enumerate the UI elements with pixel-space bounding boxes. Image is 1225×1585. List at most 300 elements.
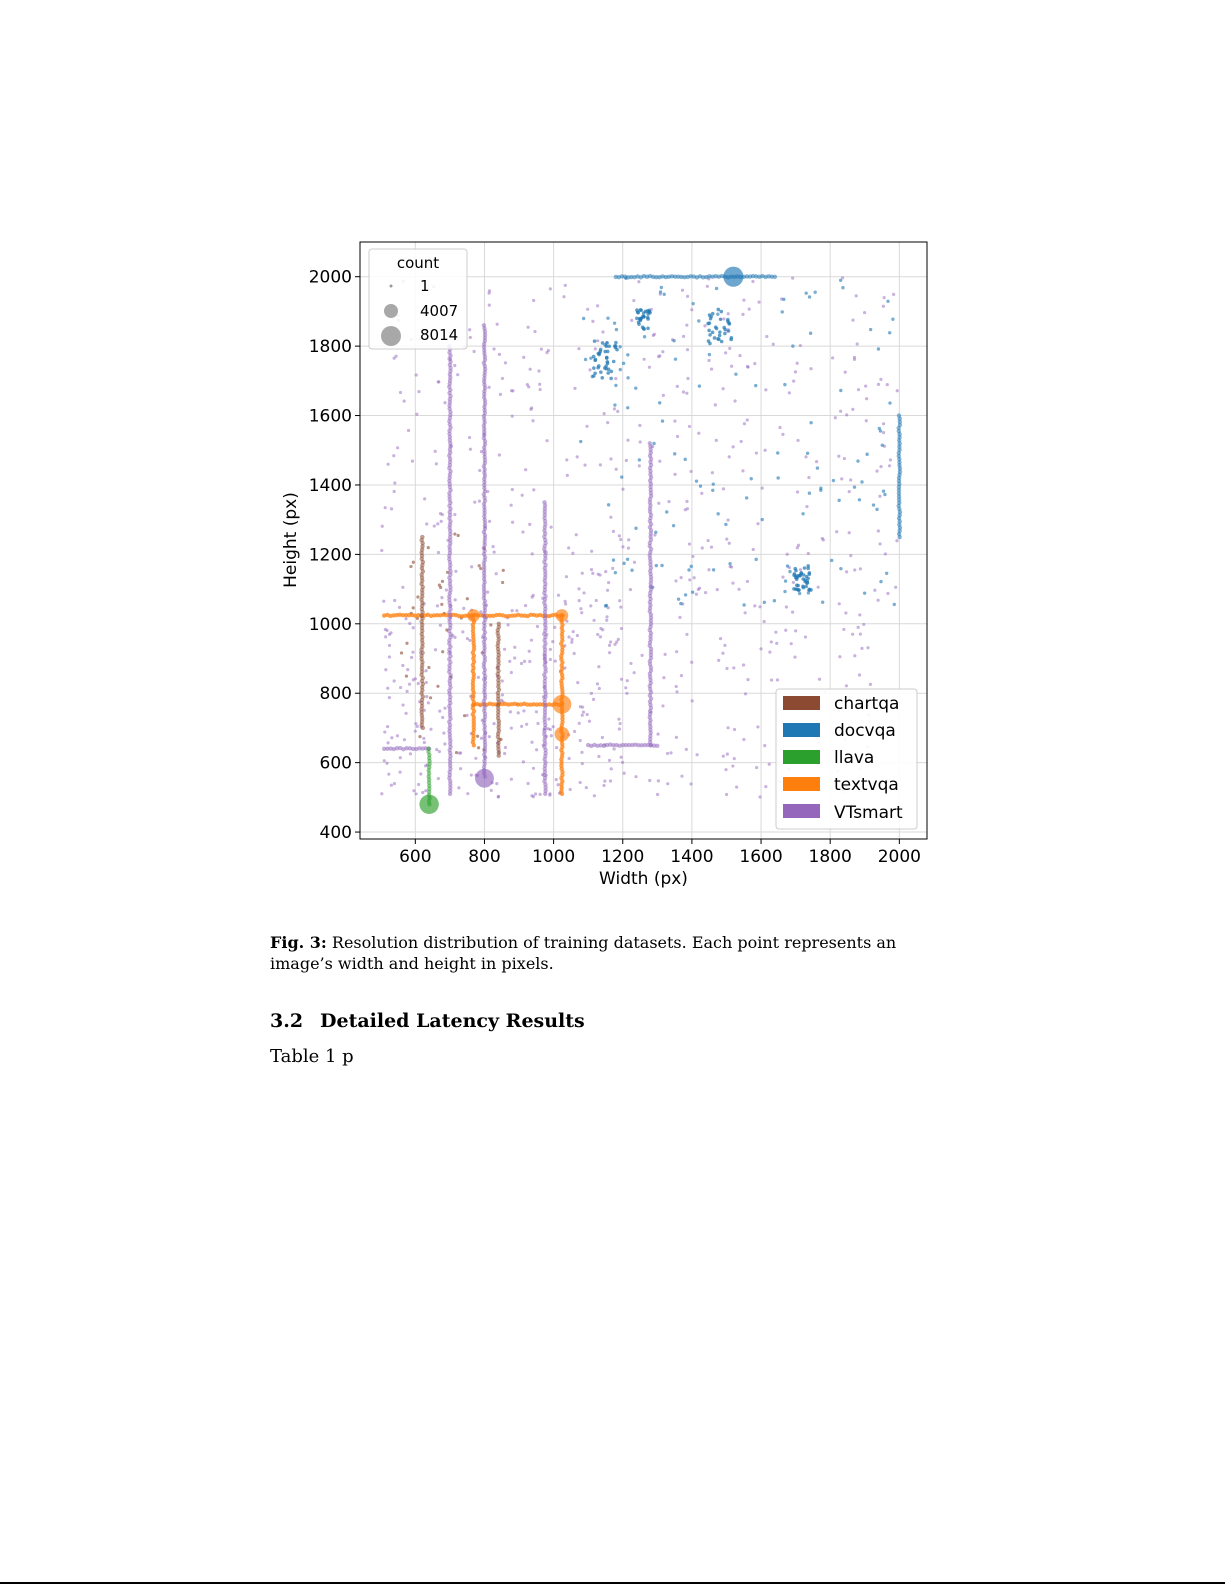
data-point-docvqa (707, 329, 711, 333)
data-point-VTsmart (752, 548, 755, 551)
data-point-VTsmart (535, 748, 538, 751)
data-point-docvqa (726, 320, 730, 324)
data-point-VTsmart (728, 542, 731, 545)
data-point-VTsmart (733, 757, 736, 760)
data-point-VTsmart (743, 422, 746, 425)
data-point-VTsmart (835, 530, 838, 533)
data-point-docvqa (716, 313, 719, 316)
data-point-VTsmart (747, 366, 750, 369)
data-point-chartqa (463, 714, 466, 717)
data-point-docvqa (698, 384, 701, 387)
data-point-VTsmart (618, 534, 621, 537)
body-paragraph: Table 1 p (270, 1046, 354, 1067)
data-point-VTsmart (539, 793, 542, 796)
data-point-docvqa (695, 479, 698, 482)
data-point-docvqa (839, 389, 842, 392)
data-point-VTsmart (703, 324, 706, 327)
data-point-VTsmart (403, 400, 406, 403)
data-point-VTsmart (445, 588, 448, 591)
data-point-VTsmart (429, 728, 432, 731)
data-point-docvqa (716, 512, 719, 515)
data-point-VTsmart (608, 759, 611, 762)
data-point-VTsmart (527, 385, 530, 388)
data-point-VTsmart (594, 347, 597, 350)
data-point-VTsmart (657, 779, 660, 782)
data-point-VTsmart (632, 299, 635, 302)
data-point-docvqa (885, 572, 888, 575)
data-point-docvqa (674, 357, 677, 360)
data-point-VTsmart (598, 573, 601, 576)
data-point-VTsmart (393, 782, 396, 785)
data-point-chartqa (412, 561, 415, 564)
data-point-VTsmart (550, 526, 553, 529)
data-point-VTsmart (727, 312, 730, 315)
data-point-docvqa (659, 290, 662, 293)
data-point-VTsmart (877, 599, 880, 602)
data-point-VTsmart (538, 388, 541, 391)
data-point-VTsmart (700, 492, 703, 495)
data-point-VTsmart (756, 522, 759, 525)
data-point-docvqa (776, 476, 779, 479)
data-point-VTsmart (383, 730, 386, 733)
data-point-docvqa (639, 308, 643, 312)
data-point-VTsmart (860, 647, 863, 650)
data-point-VTsmart (851, 408, 854, 411)
data-point-VTsmart (716, 588, 719, 591)
data-point-VTsmart (609, 779, 612, 782)
data-point-docvqa (807, 588, 811, 592)
data-point-VTsmart (785, 605, 788, 608)
data-point-VTsmart (509, 710, 512, 713)
data-point-VTsmart (577, 587, 580, 590)
data-point-VTsmart (855, 294, 858, 297)
data-point-docvqa (839, 567, 842, 570)
data-point-VTsmart (557, 594, 560, 597)
data-point-VTsmart (437, 777, 440, 780)
data-point-VTsmart (601, 330, 604, 333)
data-point-VTsmart (579, 739, 582, 742)
data-point-chartqa (441, 650, 444, 653)
data-point-VTsmart (386, 725, 389, 728)
data-point-VTsmart (570, 641, 573, 644)
data-point-VTsmart (504, 746, 507, 749)
data-point-VTsmart (623, 772, 626, 775)
data-point-VTsmart (553, 626, 556, 629)
data-point-VTsmart (564, 602, 567, 605)
data-point-VTsmart (615, 640, 618, 643)
data-point-VTsmart (408, 683, 411, 686)
data-point-VTsmart (674, 579, 677, 582)
data-point-chartqa (405, 642, 408, 645)
data-point-VTsmart (638, 464, 641, 467)
data-point-VTsmart (474, 757, 477, 760)
data-point-docvqa (806, 577, 810, 581)
data-point-VTsmart (416, 725, 419, 728)
data-point-VTsmart (591, 320, 594, 323)
data-point-VTsmart (399, 686, 402, 689)
data-point-VTsmart (437, 551, 440, 554)
data-point-VTsmart (550, 734, 553, 737)
data-point-VTsmart (756, 725, 759, 728)
data-point-docvqa (614, 341, 618, 345)
data-point-VTsmart (384, 506, 387, 509)
data-point-VTsmart (840, 477, 843, 480)
data-point-VTsmart (473, 501, 476, 504)
data-point-docvqa (888, 331, 891, 334)
data-point-VTsmart (630, 319, 633, 322)
data-point-VTsmart (528, 660, 531, 663)
data-point-VTsmart (859, 567, 862, 570)
data-point-docvqa (660, 286, 663, 289)
data-point-docvqa (782, 298, 785, 301)
data-point-VTsmart (537, 369, 540, 372)
data-point-VTsmart (596, 339, 599, 342)
page-bottom-rule (0, 1582, 1225, 1584)
data-point-VTsmart (791, 611, 794, 614)
data-point-VTsmart (406, 668, 409, 671)
data-point-VTsmart (697, 588, 700, 591)
data-point-docvqa (754, 384, 757, 387)
data-point-docvqa (745, 496, 748, 499)
data-point-docvqa (619, 368, 622, 371)
data-point-VTsmart (443, 707, 446, 710)
size-legend-marker (390, 285, 393, 288)
data-point-VTsmart (877, 529, 880, 532)
data-point-docvqa (784, 579, 787, 582)
resolution-scatter-chart (270, 230, 960, 910)
data-point-VTsmart (441, 716, 444, 719)
data-point-VTsmart (596, 304, 599, 307)
data-point-VTsmart (869, 683, 872, 686)
data-point-VTsmart (588, 368, 591, 371)
data-point-VTsmart (499, 393, 502, 396)
data-point-docvqa (584, 358, 587, 361)
data-point-VTsmart (530, 741, 533, 744)
data-point-chartqa (412, 606, 415, 609)
data-point-VTsmart (676, 385, 679, 388)
data-point-VTsmart (866, 646, 869, 649)
data-point-VTsmart (617, 718, 620, 721)
data-point-VTsmart (786, 553, 789, 556)
data-point-VTsmart (770, 640, 773, 643)
data-point-VTsmart (637, 280, 640, 283)
x-tick-label: 1200 (601, 847, 645, 867)
data-point-VTsmart (511, 521, 514, 524)
data-point-docvqa (781, 310, 784, 313)
data-point-VTsmart (722, 317, 725, 320)
data-point-VTsmart (657, 502, 660, 505)
data-point-docvqa (809, 421, 812, 424)
data-point-docvqa (788, 570, 791, 573)
data-point-VTsmart (865, 419, 868, 422)
data-point-VTsmart (575, 533, 578, 536)
data-point-VTsmart (383, 759, 386, 762)
data-point-docvqa (606, 360, 610, 364)
data-point-chartqa (455, 751, 458, 754)
data-point-VTsmart (857, 626, 860, 629)
data-point-VTsmart (613, 747, 616, 750)
data-point-VTsmart (731, 582, 734, 585)
data-point-VTsmart (401, 703, 404, 706)
data-point-VTsmart (809, 367, 812, 370)
data-point-VTsmart (385, 762, 388, 765)
data-point-chartqa (457, 534, 460, 537)
data-point-VTsmart (503, 752, 506, 755)
data-point-VTsmart (555, 778, 558, 781)
data-point-docvqa (734, 372, 737, 375)
data-point-VTsmart (776, 678, 779, 681)
data-point-docvqa (711, 312, 715, 316)
data-point-VTsmart (732, 445, 735, 448)
data-point-VTsmart (585, 786, 588, 789)
data-point-docvqa (803, 566, 807, 570)
data-point-docvqa (891, 318, 894, 321)
data-point-docvqa (806, 452, 809, 455)
data-point-docvqa (665, 510, 668, 513)
data-point-VTsmart (414, 730, 417, 733)
data-point-docvqa (794, 587, 798, 591)
data-point-VTsmart (586, 713, 589, 716)
data-point-VTsmart (626, 679, 629, 682)
data-point-VTsmart (691, 555, 694, 558)
data-point-VTsmart (717, 659, 720, 662)
data-point-VTsmart (724, 351, 727, 354)
data-point-chartqa (466, 597, 469, 600)
data-point-VTsmart (748, 307, 751, 310)
data-point-VTsmart (853, 356, 856, 359)
data-point-VTsmart (524, 604, 527, 607)
data-point-VTsmart (573, 652, 576, 655)
data-point-VTsmart (427, 701, 430, 704)
data-point-VTsmart (425, 681, 428, 684)
data-point-VTsmart (456, 373, 459, 376)
data-point-VTsmart (883, 296, 886, 299)
data-point-VTsmart (412, 789, 415, 792)
data-point-VTsmart (686, 507, 689, 510)
data-point-VTsmart (845, 570, 848, 573)
data-point-VTsmart (669, 751, 672, 754)
data-point-docvqa (614, 384, 617, 387)
data-point-docvqa (821, 601, 824, 604)
data-point-VTsmart (838, 655, 841, 658)
data-point-docvqa (605, 341, 609, 345)
data-point-docvqa (691, 591, 694, 594)
data-point-VTsmart (470, 773, 473, 776)
data-point-VTsmart (545, 439, 548, 442)
data-point-VTsmart (688, 542, 691, 545)
legend-swatch-docvqa (783, 723, 820, 737)
data-point-VTsmart (710, 546, 713, 549)
data-point-VTsmart (590, 568, 593, 571)
data-point-VTsmart (593, 794, 596, 797)
data-point-VTsmart (707, 359, 710, 362)
data-point-VTsmart (482, 323, 486, 327)
aggregated-point-VTsmart (475, 769, 494, 788)
data-point-VTsmart (619, 722, 622, 725)
data-point-VTsmart (612, 530, 615, 533)
data-point-VTsmart (859, 633, 862, 636)
data-point-VTsmart (434, 450, 437, 453)
data-point-docvqa (882, 490, 885, 493)
data-point-VTsmart (737, 588, 740, 591)
data-point-VTsmart (731, 764, 734, 767)
data-point-docvqa (613, 403, 616, 406)
data-point-VTsmart (382, 600, 385, 603)
data-point-docvqa (794, 569, 798, 573)
data-point-docvqa (614, 346, 618, 350)
data-point-VTsmart (488, 304, 491, 307)
data-point-docvqa (841, 286, 844, 289)
data-point-VTsmart (436, 522, 439, 525)
data-point-VTsmart (895, 539, 898, 542)
data-point-VTsmart (790, 642, 793, 645)
data-point-VTsmart (443, 742, 446, 745)
data-point-VTsmart (573, 387, 576, 390)
data-point-VTsmart (896, 389, 899, 392)
data-point-VTsmart (404, 617, 407, 620)
data-point-VTsmart (804, 455, 807, 458)
data-point-VTsmart (415, 373, 418, 376)
section-heading (270, 1010, 960, 1032)
data-point-docvqa (773, 599, 776, 602)
data-point-VTsmart (591, 572, 594, 575)
caption-label: Fig. 3: (270, 933, 327, 952)
data-point-VTsmart (388, 655, 391, 658)
data-point-VTsmart (390, 784, 393, 787)
data-point-VTsmart (728, 455, 731, 458)
data-point-chartqa (497, 622, 501, 626)
data-point-VTsmart (399, 771, 402, 774)
data-point-VTsmart (565, 575, 568, 578)
data-point-VTsmart (821, 537, 824, 540)
data-point-VTsmart (461, 630, 464, 633)
data-point-VTsmart (478, 469, 481, 472)
data-point-chartqa (489, 623, 492, 626)
data-point-VTsmart (583, 463, 586, 466)
data-point-VTsmart (521, 530, 524, 533)
data-point-VTsmart (618, 727, 621, 730)
data-point-docvqa (839, 279, 842, 282)
x-tick-label: 2000 (877, 847, 921, 867)
data-point-docvqa (607, 344, 611, 348)
data-point-VTsmart (545, 351, 548, 354)
data-point-VTsmart (469, 336, 472, 339)
data-point-VTsmart (834, 416, 837, 419)
data-point-VTsmart (571, 552, 574, 555)
data-point-VTsmart (882, 422, 885, 425)
data-point-VTsmart (614, 377, 617, 380)
data-point-VTsmart (763, 744, 766, 747)
data-point-docvqa (606, 316, 609, 319)
data-point-docvqa (699, 484, 702, 487)
data-point-docvqa (612, 558, 615, 561)
data-point-VTsmart (423, 497, 426, 500)
data-point-VTsmart (533, 330, 536, 333)
data-point-VTsmart (784, 629, 787, 632)
data-point-docvqa (604, 604, 607, 607)
data-point-docvqa (697, 319, 700, 322)
data-point-VTsmart (410, 656, 413, 659)
data-point-VTsmart (438, 710, 441, 713)
data-point-VTsmart (462, 607, 465, 610)
data-point-VTsmart (742, 663, 745, 666)
data-point-VTsmart (678, 616, 681, 619)
data-point-VTsmart (529, 368, 532, 371)
data-point-docvqa (642, 327, 646, 331)
data-point-VTsmart (515, 609, 518, 612)
data-point-VTsmart (878, 542, 881, 545)
data-point-VTsmart (381, 525, 384, 528)
data-point-docvqa (712, 568, 715, 571)
data-point-VTsmart (793, 656, 796, 659)
data-point-docvqa (798, 592, 801, 595)
data-point-VTsmart (774, 631, 777, 634)
data-point-docvqa (709, 317, 713, 321)
data-point-docvqa (673, 452, 676, 455)
data-point-VTsmart (531, 419, 534, 422)
data-point-docvqa (684, 593, 687, 596)
data-point-VTsmart (439, 624, 442, 627)
data-point-VTsmart (742, 738, 745, 741)
data-point-VTsmart (529, 408, 532, 411)
data-point-VTsmart (522, 709, 525, 712)
data-point-VTsmart (513, 646, 516, 649)
data-point-VTsmart (742, 299, 745, 302)
data-point-VTsmart (775, 642, 778, 645)
data-point-chartqa (476, 735, 479, 738)
data-point-docvqa (684, 458, 687, 461)
data-point-VTsmart (625, 459, 628, 462)
aggregated-point-llava (419, 795, 438, 814)
y-tick-label: 600 (319, 753, 352, 774)
data-point-docvqa (718, 330, 722, 334)
data-point-docvqa (592, 374, 596, 378)
data-point-VTsmart (873, 589, 876, 592)
data-point-docvqa (720, 340, 724, 344)
data-point-docvqa (635, 316, 639, 320)
data-point-VTsmart (522, 760, 525, 763)
data-point-VTsmart (685, 633, 688, 636)
data-point-docvqa (711, 331, 715, 335)
data-point-VTsmart (386, 629, 389, 632)
data-point-docvqa (618, 345, 621, 348)
data-point-VTsmart (393, 481, 396, 484)
data-point-VTsmart (585, 425, 588, 428)
data-point-VTsmart (423, 741, 426, 744)
data-point-VTsmart (764, 449, 767, 452)
legend-label-chartqa: chartqa (834, 694, 900, 714)
data-point-VTsmart (387, 463, 390, 466)
data-point-VTsmart (439, 512, 442, 515)
data-point-docvqa (687, 568, 690, 571)
x-tick-label: 800 (468, 847, 501, 867)
size-legend-label: 4007 (420, 302, 459, 320)
data-point-VTsmart (884, 552, 887, 555)
data-point-VTsmart (648, 441, 652, 445)
data-point-VTsmart (666, 752, 669, 755)
data-point-docvqa (634, 386, 637, 389)
data-point-VTsmart (598, 687, 601, 690)
legend-label-llava: llava (834, 748, 875, 768)
data-point-VTsmart (602, 784, 605, 787)
data-point-VTsmart (387, 773, 390, 776)
data-point-docvqa (626, 353, 629, 356)
data-point-VTsmart (794, 629, 797, 632)
data-point-docvqa (593, 359, 597, 363)
data-point-docvqa (783, 590, 786, 593)
data-point-VTsmart (621, 761, 624, 764)
data-point-chartqa (453, 532, 456, 535)
